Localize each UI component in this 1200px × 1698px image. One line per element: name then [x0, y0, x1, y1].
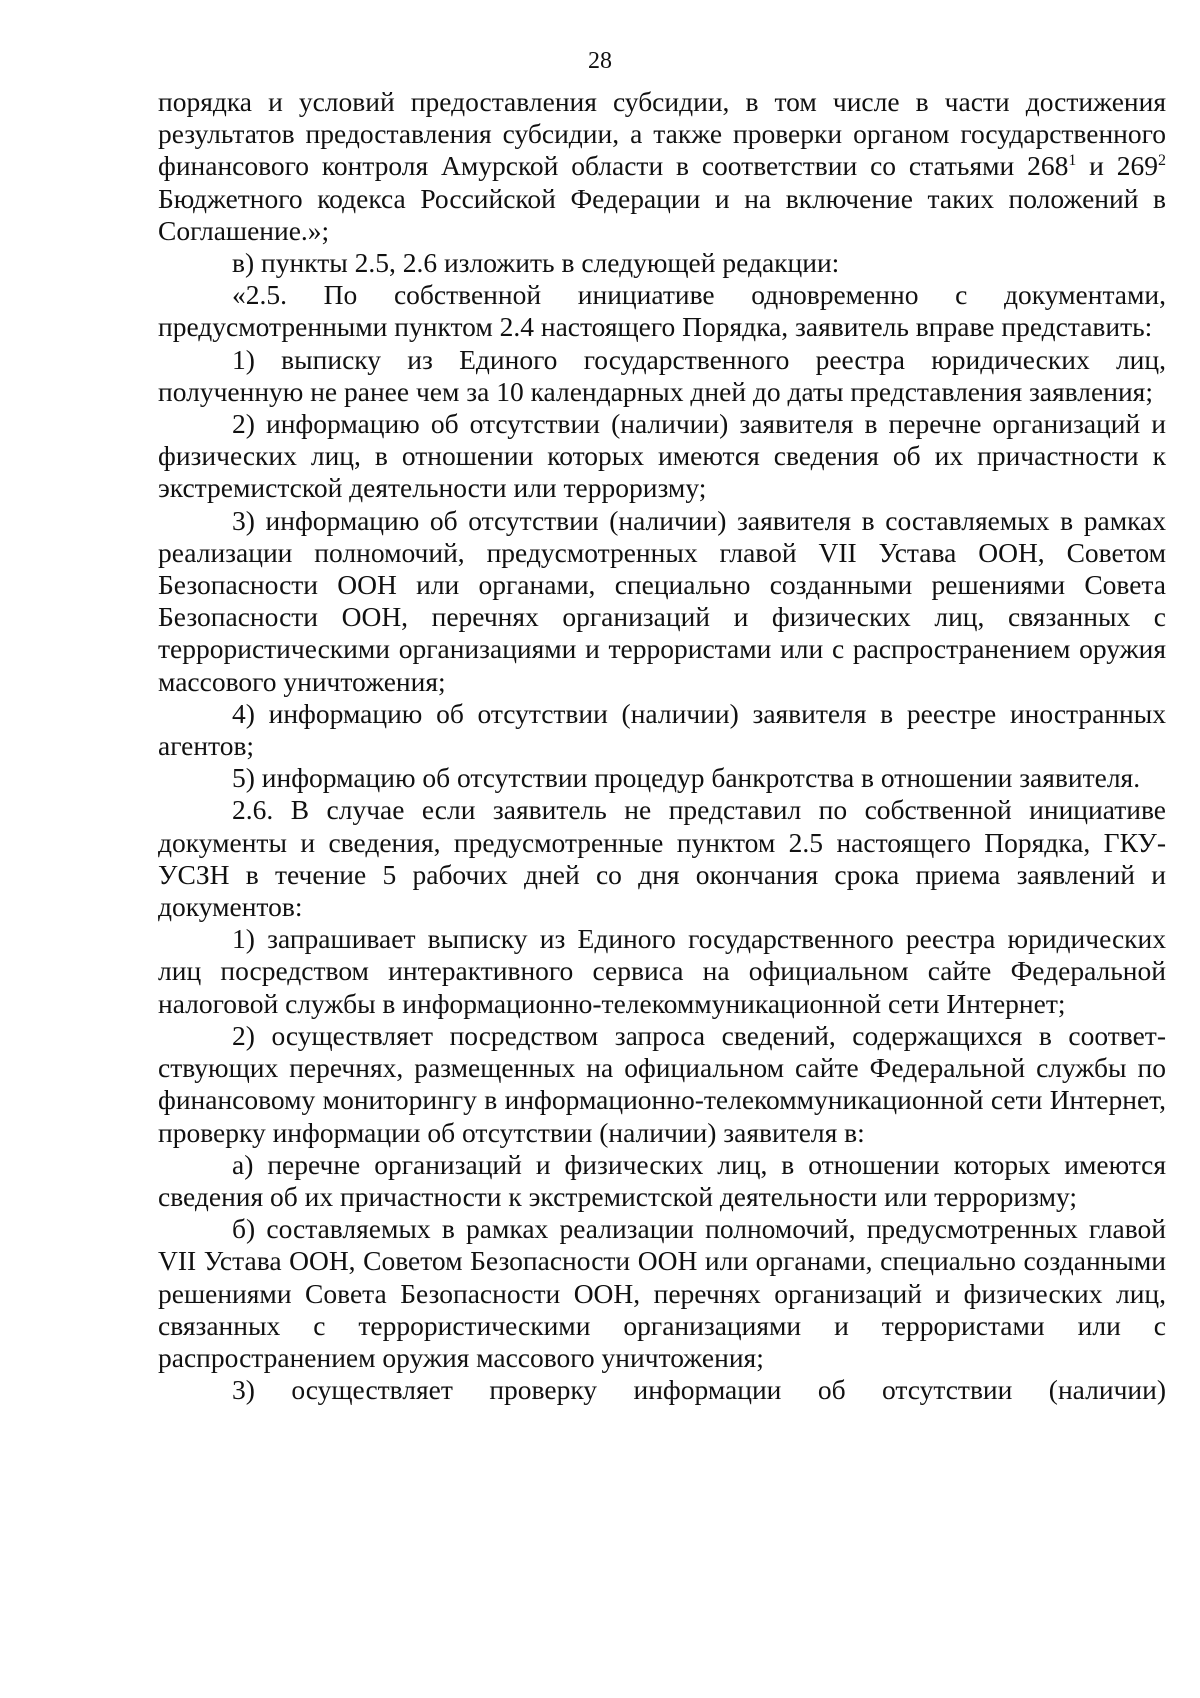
- paragraph: в) пункты 2.5, 2.6 изложить в следующей редакции:: [232, 247, 840, 279]
- paragraph: 2) информацию об отсутствии (наличии) заявителя в перечне организаций и физических лиц, в отношении которых имеются сведения об их причастности к экстремистской деятельности или терроризму;: [158, 408, 1166, 504]
- superscript: 2: [1158, 152, 1166, 170]
- paragraph-continuation: [158, 86, 1166, 247]
- page-number: 28: [588, 48, 612, 74]
- paragraph-text: порядка и условий предоставления субсидии, в том числе в части достижения результатов предоставления субсидии, а также проверки органом государственного финансового контроля Амурской области в соответствии со статьями 268: [158, 86, 1166, 182]
- paragraph: б) составляемых в рамках реализации полномочий, предусмотренных главой VII Устава ООН, Советом Безопасности ООН или органами, специально созданными решениями Совета Безопасности ООН, перечнях организаций и физических лиц, связанных с террористическими организациями и террористами или с распространением оружия массового уничтожения;: [158, 1213, 1166, 1373]
- paragraph-text: Бюджетного кодекса Российской Федерации и на включение таких положений в Соглашение.»;: [158, 182, 1166, 246]
- paragraph: 3) осуществляет проверку информации об отсутствии (наличии): [232, 1374, 1166, 1406]
- paragraph: «2.5. По собственной инициативе одновременно с документами, предусмотренными пунктом 2.4 настоящего Порядка, заявитель вправе представить:: [158, 279, 1166, 343]
- paragraph: 1) запрашивает выписку из Единого государственного реестра юридических лиц посредством интерактивного сервиса на официальном сайте Федеральной налоговой службы в информационно-телекоммуникационной сети Интернет;: [158, 923, 1166, 1019]
- paragraph: 3) информацию об отсутствии (наличии) заявителя в составляемых в рамках реализации полномочий, предусмотренных главой VII Устава ООН, Советом Безопасности ООН или органами, специально созданными решениями Совета Безопасности ООН, перечнях организаций и физических лиц, связанных с террористическими организациями и террористами или с распространением оружия массового уничтожения;: [158, 504, 1166, 697]
- paragraph: 2.6. В случае если заявитель не представил по собственной инициативе документы и сведения, предусмотренные пунктом 2.5 настоящего Порядка, ГКУ-УСЗН в течение 5 рабочих дней со дня окончания срока приема заявлений и документов:: [158, 794, 1166, 923]
- paragraph: 5) информацию об отсутствии процедур банкротства в отношении заявителя.: [232, 762, 1141, 794]
- paragraph: 1) выписку из Единого государственного реестра юридических лиц, полученную не ранее чем за 10 календарных дней до даты представления заявления;: [158, 343, 1166, 407]
- document-body: [158, 86, 1166, 1406]
- paragraph: 2) осуществляет посредством запроса сведений, содержащихся в соответствующих перечнях, размещенных на официальном сайте Федеральной службы по финансовому мониторингу в информационно-телекоммуникационной сети Интернет, проверку информации об отсутствии (наличии) заявителя в:: [158, 1019, 1166, 1148]
- paragraph: 4) информацию об отсутствии (наличии) заявителя в реестре иностранных агентов;: [158, 697, 1166, 762]
- paragraph: а) перечне организаций и физических лиц, в отношении которых имеются сведения об их причастности к экстремистской деятельности или терроризму;: [158, 1148, 1166, 1212]
- paragraph-text: и 269: [1076, 150, 1158, 182]
- superscript: 1: [1068, 152, 1077, 170]
